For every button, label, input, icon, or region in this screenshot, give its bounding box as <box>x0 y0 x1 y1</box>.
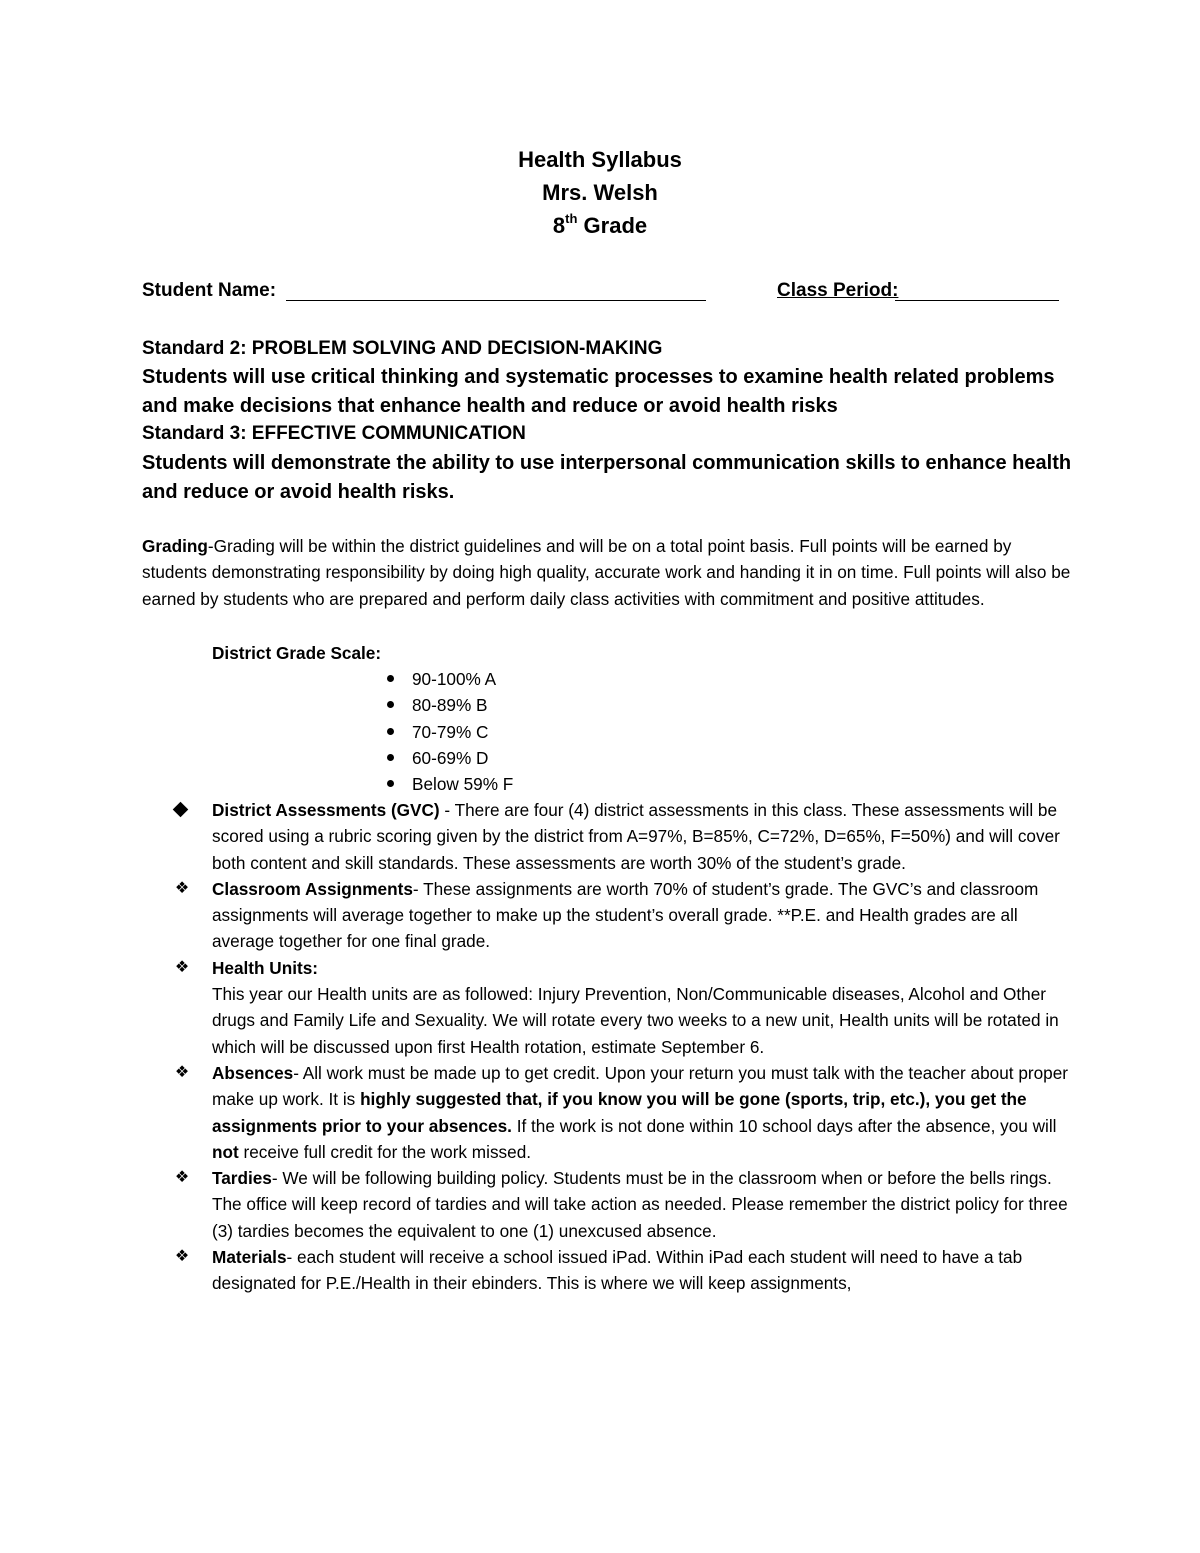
grade-scale-entry: Below 59% F <box>412 774 514 795</box>
grade-ordinal: th <box>565 210 578 226</box>
policy-label: Health Units: <box>212 957 318 978</box>
grading-label: Grading <box>142 536 208 556</box>
grade-scale-entry: 80-89% B <box>412 695 488 716</box>
standard-2-text: Students will use critical thinking and systematic processes to examine health related problems and make decisions that enhance health and reduce or avoid health risks <box>142 366 1055 417</box>
policy-label: Absences <box>212 1062 294 1083</box>
policy-emphasis: highly suggested that, if you know you will be gone (sports, trip, etc.), you get the assignments prior to your absences. <box>212 1089 1027 1136</box>
student-name-label: Student Name: <box>142 280 277 301</box>
bullet-icon <box>387 754 394 761</box>
policy-materials <box>170 1244 1070 1297</box>
bullet-icon <box>387 780 394 787</box>
grade-scale-list <box>385 666 513 797</box>
policy-text: receive full credit for the work missed. <box>238 1141 532 1162</box>
list-item <box>385 745 513 771</box>
bullet-icon <box>387 701 394 708</box>
policy-text: If the work is not done within 10 school days after the absence, you will <box>511 1115 1057 1136</box>
list-item <box>385 771 513 797</box>
four-diamond-bullet-icon: ❖ <box>174 1248 190 1266</box>
policy-text: - These assignments are worth 70% of student’s grade. The GVC’s and classroom assignments will average together to make up the student’s overall grade. **P.E. and Health grades are all average together for one final grade. <box>212 878 1039 952</box>
policy-label: District Assessments (GVC) <box>212 800 440 820</box>
page-title: Health Syllabus <box>518 147 682 172</box>
policy-text: - each student will receive a school issued iPad. Within iPad each student will need to have a tab designated for P.E./Health in their ebinders. This is where we will keep assignments, <box>212 1247 1023 1294</box>
policy-health-units <box>170 955 1070 1060</box>
policy-label: Tardies <box>212 1168 272 1189</box>
four-diamond-bullet-icon: ❖ <box>174 1063 190 1081</box>
list-item <box>385 719 513 745</box>
grade-scale-entry: 60-69% D <box>412 747 489 768</box>
policy-list <box>170 797 1070 1297</box>
bullet-icon <box>387 728 394 735</box>
policy-emphasis: not <box>212 1141 239 1162</box>
policy-label: Materials <box>212 1247 287 1268</box>
grade-number: 8 <box>552 213 566 238</box>
standard-2-heading: Standard 2: PROBLEM SOLVING AND DECISION-MAKING <box>142 338 663 359</box>
four-diamond-bullet-icon: ❖ <box>174 1169 190 1187</box>
policy-text: - All work must be made up to get credit. Upon your return you must talk with the teacher about proper make up work. It is <box>212 1062 1068 1110</box>
grade-scale-entry: 70-79% C <box>412 721 489 742</box>
four-diamond-bullet-icon: ❖ <box>174 958 190 976</box>
grade-level <box>0 212 1200 240</box>
bullet-icon <box>387 675 394 682</box>
teacher-name: Mrs. Welsh <box>542 180 658 205</box>
class-period-label: Class Period: <box>777 280 899 301</box>
grading-text: -Grading will be within the district guidelines and will be on a total point basis. Full points will be earned by students demonstrating responsibility by doing high quality, accurate work and handing it in on time. Full points will also be earned by students who are prepared and perform daily class activities with commitment and positive attitudes. <box>142 536 1071 609</box>
grade-scale-label: District Grade Scale: <box>212 643 382 663</box>
diamond-bullet-icon <box>173 802 189 818</box>
grade-scale-entry: 90-100% A <box>412 669 497 689</box>
policy-assessments <box>170 797 1070 876</box>
class-period-blank[interactable] <box>895 300 1059 301</box>
grade-word: Grade <box>583 213 648 238</box>
grading-paragraph <box>142 533 1072 612</box>
policy-text: - There are four (4) district assessments in this class. These assessments will be scored using a rubric scoring given by the district from A=97%, B=85%, C=72%, D=65%, F=50%) and will cover both content and skill standards. These assessments are worth 30% of the student’s grade. <box>212 800 1060 873</box>
policy-text: - We will be following building policy. Students must be in the classroom when or before the bells rings. The office will keep record of tardies and will take action as needed. Please remember the district policy for three (3) tardies becomes the equivalent to one (1) unexcused absence. <box>212 1168 1068 1241</box>
four-diamond-bullet-icon: ❖ <box>174 879 190 897</box>
list-item <box>385 692 513 718</box>
list-item <box>385 666 513 692</box>
policy-text: This year our Health units are as followed: Injury Prevention, Non/Communicable diseases, Alcohol and Other drugs and Family Life and Sexuality. We will rotate every two weeks to a new unit, Health units will be rotated in which will be discussed upon first Health rotation, estimate September 6. <box>212 984 1059 1057</box>
standard-3-text: Students will demonstrate the ability to use interpersonal communication skills to enhance health and reduce or avoid health risks. <box>142 452 1072 503</box>
policy-absences <box>170 1060 1070 1165</box>
policy-tardies <box>170 1165 1070 1244</box>
student-name-blank[interactable] <box>286 300 706 301</box>
standard-3-heading: Standard 3: EFFECTIVE COMMUNICATION <box>142 423 526 444</box>
policy-label: Classroom Assignments <box>212 878 413 899</box>
policy-assignments <box>170 876 1070 955</box>
